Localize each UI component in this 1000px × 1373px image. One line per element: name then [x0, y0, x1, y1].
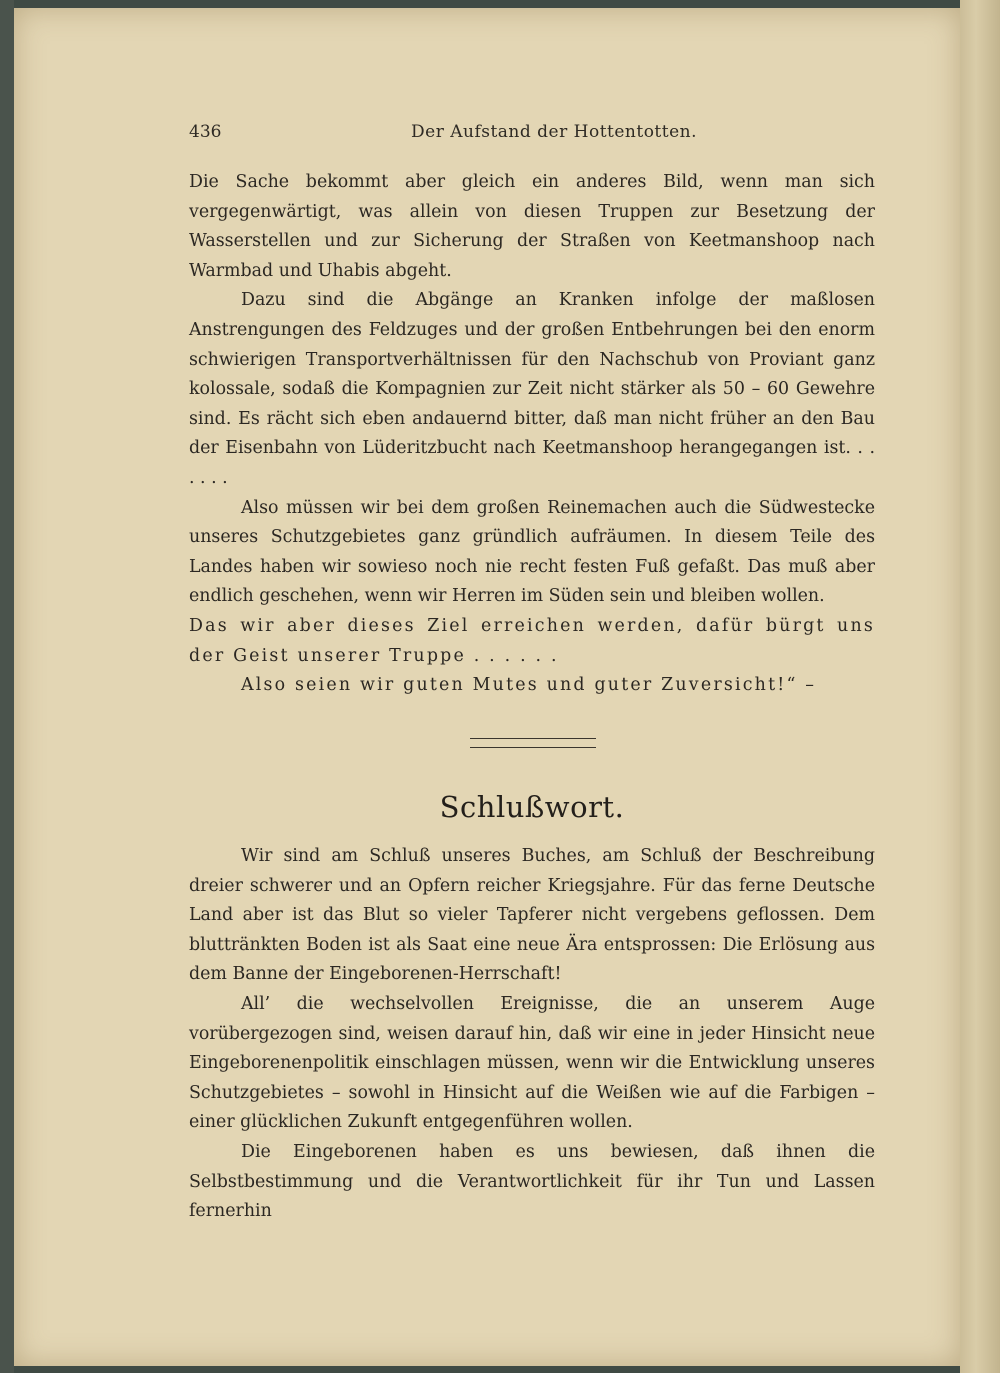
- paragraph: Wir sind am Schluß unseres Buches, am Schluß der Beschreibung dreier schwerer und an Opfern reicher Kriegsjahre. Für das ferne Deutsche Land aber ist das Blut so vieler Tapferer nicht vergebens geflossen. Dem bluttränkten Boden ist als Saat eine neue Ära entsprossen: Die Erlösung aus dem Banne der Eingeborenen-Herrschaft!: [189, 846, 875, 985]
- running-title: Der Aufstand der Hottentotten.: [411, 122, 698, 142]
- paragraph: Das wir aber dieses Ziel erreichen werden, dafür bürgt uns der Geist unserer Truppe . . . . . .: [189, 615, 875, 666]
- section-divider: [470, 738, 596, 748]
- page-header: [189, 118, 875, 148]
- paragraph: Also müssen wir bei dem großen Reinemachen auch die Südwestecke unseres Schutzgebietes ganz gründlich aufräumen. In diesem Teile des Landes haben wir sowieso noch nie recht festen Fuß gefaßt. Das muß aber endlich geschehen, wenn wir Herren im Süden sein und bleiben wollen.: [189, 497, 875, 607]
- body-text-top: [189, 168, 875, 701]
- section-title: Schlußwort.: [439, 790, 625, 824]
- paragraph: All’ die wechselvollen Ereignisse, die an unserem Auge vorübergezogen sind, weisen darauf hin, daß wir eine in jeder Hinsicht neue Eingeborenenpolitik einschlagen müssen, wenn wir die Entwicklung unseres Schutzgebietes – sowohl in Hinsicht auf die Weißen wie auf die Farbigen – einer glücklichen Zukunft entgegenführen wollen.: [189, 993, 875, 1133]
- paragraph: Die Sache bekommt aber gleich ein anderes Bild, wenn man sich vergegenwärtigt, was allein von diesen Truppen zur Besetzung der Wasserstellen und zur Sicherung der Straßen von Keetmanshoop nach Warmbad und Uhabis abgeht.: [189, 172, 875, 281]
- page-number: 436: [189, 122, 222, 142]
- body-text-bottom: [189, 842, 875, 1227]
- paragraph: Also seien wir guten Mutes und guter Zuversicht!“ –: [241, 675, 817, 696]
- paragraph: Die Eingeborenen haben es uns bewiesen, daß ihnen die Selbstbestimmung und die Verantwortlichkeit für ihr Tun und Lassen fernerhin: [189, 1141, 875, 1222]
- paragraph: Dazu sind die Abgänge an Kranken infolge der maßlosen Anstrengungen des Feldzuges und der großen Entbehrungen bei den enorm schwierigen Transportverhältnissen für den Nachschub von Proviant ganz kolossale, sodaß die Kompagnien zur Zeit nicht stärker als 50 – 60 Gewehre sind. Es rächt sich eben andauernd bitter, daß man nicht früher an den Bau der Eisenbahn von Lüderitzbucht nach Keetmanshoop herangegangen ist. . . . . . .: [189, 290, 875, 488]
- book-spine: [0, 0, 14, 1373]
- page-edge: [960, 0, 1000, 1373]
